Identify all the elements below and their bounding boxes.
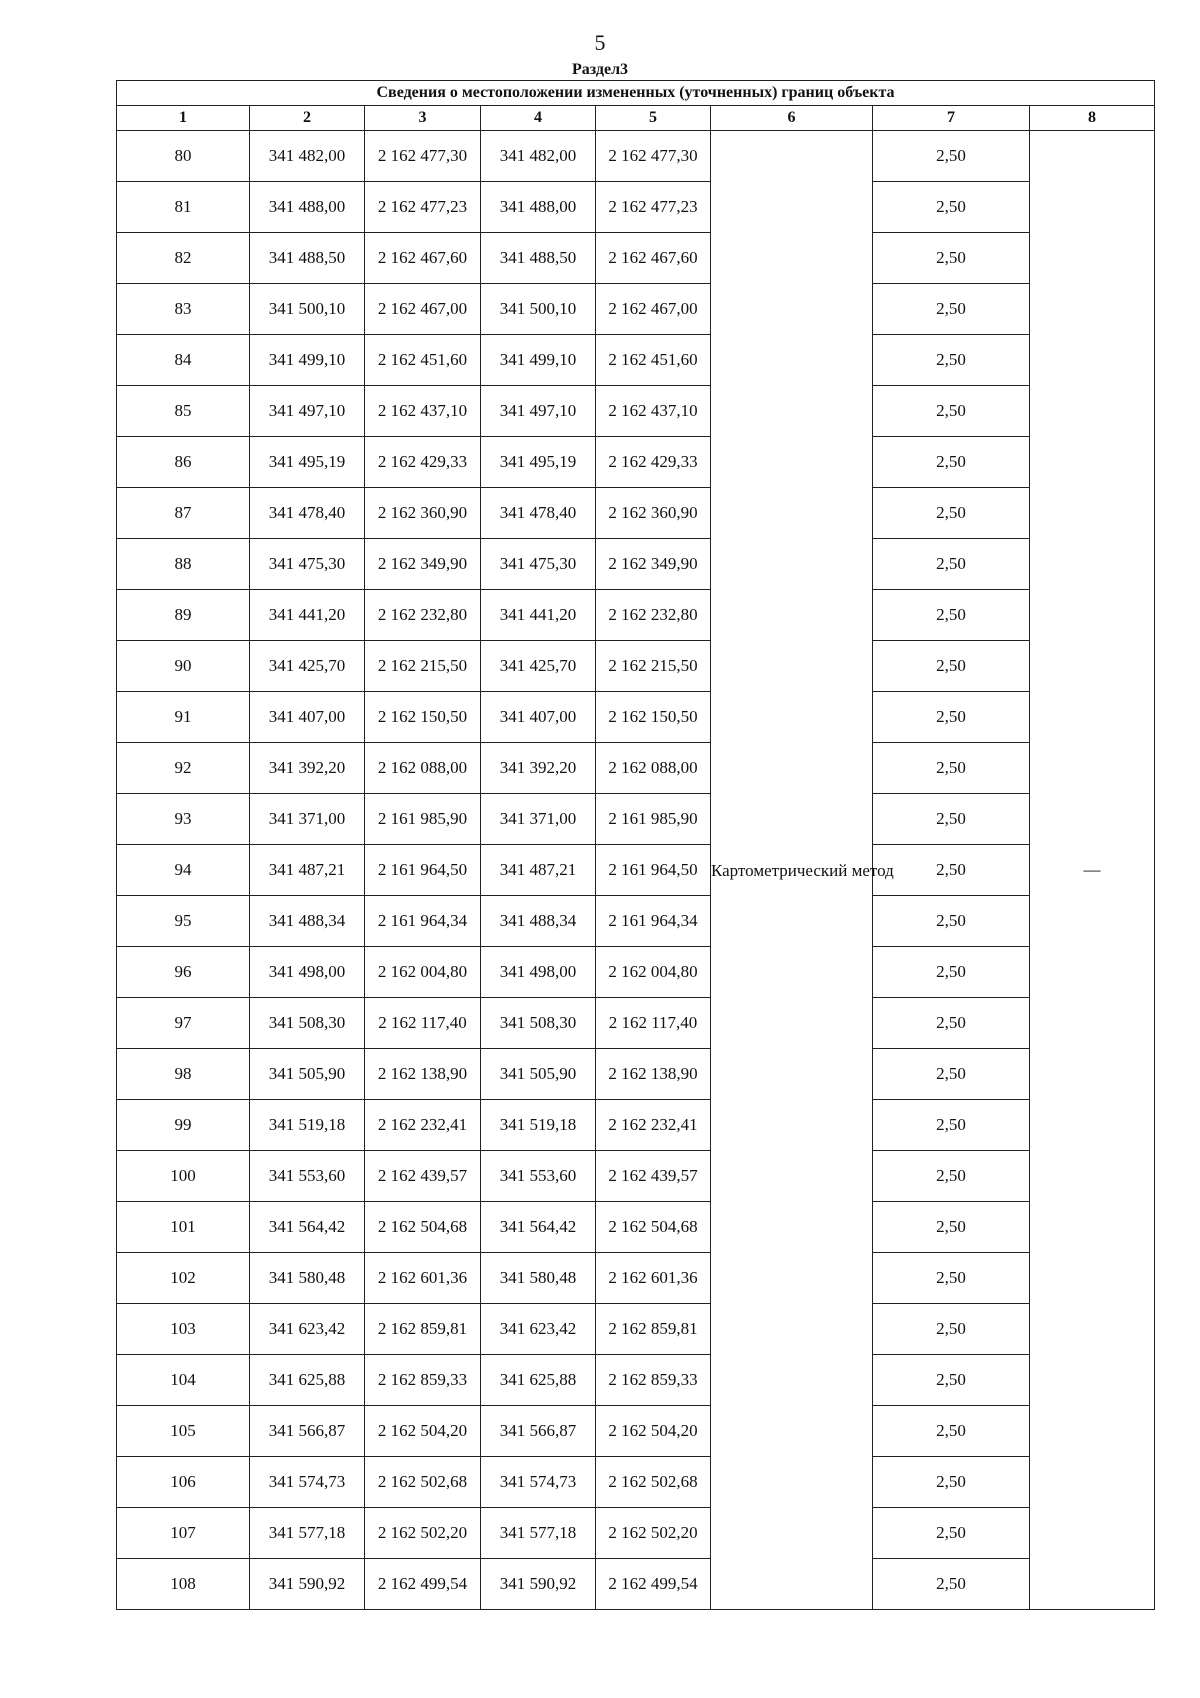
point-number-cell: 83 bbox=[117, 284, 250, 335]
accuracy-cell: 2,50 bbox=[873, 386, 1030, 437]
y-existing-cell: 2 162 859,33 bbox=[365, 1355, 481, 1406]
point-number-cell: 87 bbox=[117, 488, 250, 539]
x-existing-cell: 341 590,92 bbox=[250, 1559, 365, 1610]
x-existing-cell: 341 623,42 bbox=[250, 1304, 365, 1355]
table-row bbox=[117, 1355, 1155, 1406]
y-new-cell: 2 162 601,36 bbox=[596, 1253, 711, 1304]
column-number: 7 bbox=[873, 106, 1030, 131]
accuracy-cell: 2,50 bbox=[873, 641, 1030, 692]
y-existing-cell: 2 162 232,80 bbox=[365, 590, 481, 641]
y-existing-cell: 2 162 439,57 bbox=[365, 1151, 481, 1202]
x-new-cell: 341 425,70 bbox=[481, 641, 596, 692]
boundary-coordinates-table bbox=[116, 80, 1155, 1610]
accuracy-cell: 2,50 bbox=[873, 1559, 1030, 1610]
x-new-cell: 341 566,87 bbox=[481, 1406, 596, 1457]
y-existing-cell: 2 162 467,60 bbox=[365, 233, 481, 284]
accuracy-cell: 2,50 bbox=[873, 845, 1030, 896]
column-number: 2 bbox=[250, 106, 365, 131]
table-row bbox=[117, 437, 1155, 488]
y-existing-cell: 2 162 477,23 bbox=[365, 182, 481, 233]
x-new-cell: 341 497,10 bbox=[481, 386, 596, 437]
note-cell: — bbox=[1030, 131, 1155, 1610]
y-new-cell: 2 161 964,50 bbox=[596, 845, 711, 896]
y-existing-cell: 2 162 504,68 bbox=[365, 1202, 481, 1253]
y-existing-cell: 2 161 964,34 bbox=[365, 896, 481, 947]
table-row bbox=[117, 1100, 1155, 1151]
y-existing-cell: 2 162 499,54 bbox=[365, 1559, 481, 1610]
y-new-cell: 2 162 477,30 bbox=[596, 131, 711, 182]
x-new-cell: 341 482,00 bbox=[481, 131, 596, 182]
x-new-cell: 341 500,10 bbox=[481, 284, 596, 335]
table-row bbox=[117, 182, 1155, 233]
point-number-cell: 99 bbox=[117, 1100, 250, 1151]
accuracy-cell: 2,50 bbox=[873, 692, 1030, 743]
point-number-cell: 80 bbox=[117, 131, 250, 182]
x-new-cell: 341 577,18 bbox=[481, 1508, 596, 1559]
x-existing-cell: 341 475,30 bbox=[250, 539, 365, 590]
x-new-cell: 341 487,21 bbox=[481, 845, 596, 896]
point-number-cell: 89 bbox=[117, 590, 250, 641]
y-existing-cell: 2 162 360,90 bbox=[365, 488, 481, 539]
x-new-cell: 341 574,73 bbox=[481, 1457, 596, 1508]
table-row bbox=[117, 131, 1155, 182]
x-existing-cell: 341 519,18 bbox=[250, 1100, 365, 1151]
point-number-cell: 106 bbox=[117, 1457, 250, 1508]
point-number-cell: 95 bbox=[117, 896, 250, 947]
x-existing-cell: 341 564,42 bbox=[250, 1202, 365, 1253]
accuracy-cell: 2,50 bbox=[873, 1406, 1030, 1457]
x-new-cell: 341 564,42 bbox=[481, 1202, 596, 1253]
x-existing-cell: 341 580,48 bbox=[250, 1253, 365, 1304]
y-existing-cell: 2 162 004,80 bbox=[365, 947, 481, 998]
column-number-row bbox=[117, 106, 1155, 131]
x-new-cell: 341 407,00 bbox=[481, 692, 596, 743]
x-new-cell: 341 590,92 bbox=[481, 1559, 596, 1610]
point-number-cell: 101 bbox=[117, 1202, 250, 1253]
y-existing-cell: 2 162 349,90 bbox=[365, 539, 481, 590]
accuracy-cell: 2,50 bbox=[873, 1100, 1030, 1151]
accuracy-cell: 2,50 bbox=[873, 233, 1030, 284]
x-new-cell: 341 625,88 bbox=[481, 1355, 596, 1406]
accuracy-cell: 2,50 bbox=[873, 437, 1030, 488]
x-existing-cell: 341 488,34 bbox=[250, 896, 365, 947]
y-existing-cell: 2 162 601,36 bbox=[365, 1253, 481, 1304]
point-number-cell: 105 bbox=[117, 1406, 250, 1457]
point-number-cell: 97 bbox=[117, 998, 250, 1049]
y-existing-cell: 2 162 502,68 bbox=[365, 1457, 481, 1508]
y-existing-cell: 2 162 437,10 bbox=[365, 386, 481, 437]
x-existing-cell: 341 505,90 bbox=[250, 1049, 365, 1100]
table-row bbox=[117, 539, 1155, 590]
y-new-cell: 2 162 859,33 bbox=[596, 1355, 711, 1406]
x-new-cell: 341 499,10 bbox=[481, 335, 596, 386]
x-new-cell: 341 498,00 bbox=[481, 947, 596, 998]
x-existing-cell: 341 553,60 bbox=[250, 1151, 365, 1202]
method-cell: Картометрический метод bbox=[711, 131, 873, 1610]
y-new-cell: 2 162 429,33 bbox=[596, 437, 711, 488]
table-row bbox=[117, 233, 1155, 284]
point-number-cell: 104 bbox=[117, 1355, 250, 1406]
table-row bbox=[117, 1151, 1155, 1202]
table-row bbox=[117, 1202, 1155, 1253]
y-new-cell: 2 162 349,90 bbox=[596, 539, 711, 590]
y-new-cell: 2 162 360,90 bbox=[596, 488, 711, 539]
accuracy-cell: 2,50 bbox=[873, 998, 1030, 1049]
accuracy-cell: 2,50 bbox=[873, 1202, 1030, 1253]
x-existing-cell: 341 392,20 bbox=[250, 743, 365, 794]
table-row bbox=[117, 1457, 1155, 1508]
table-row bbox=[117, 1049, 1155, 1100]
table-row bbox=[117, 335, 1155, 386]
table-row bbox=[117, 998, 1155, 1049]
x-existing-cell: 341 478,40 bbox=[250, 488, 365, 539]
point-number-cell: 90 bbox=[117, 641, 250, 692]
point-number-cell: 96 bbox=[117, 947, 250, 998]
y-existing-cell: 2 162 150,50 bbox=[365, 692, 481, 743]
point-number-cell: 100 bbox=[117, 1151, 250, 1202]
section-title: Раздел3 bbox=[571, 61, 629, 78]
y-new-cell: 2 162 088,00 bbox=[596, 743, 711, 794]
table-row bbox=[117, 590, 1155, 641]
x-existing-cell: 341 371,00 bbox=[250, 794, 365, 845]
x-existing-cell: 341 487,21 bbox=[250, 845, 365, 896]
x-new-cell: 341 488,50 bbox=[481, 233, 596, 284]
accuracy-cell: 2,50 bbox=[873, 794, 1030, 845]
accuracy-cell: 2,50 bbox=[873, 131, 1030, 182]
x-new-cell: 341 519,18 bbox=[481, 1100, 596, 1151]
x-new-cell: 341 371,00 bbox=[481, 794, 596, 845]
x-existing-cell: 341 488,50 bbox=[250, 233, 365, 284]
y-new-cell: 2 162 215,50 bbox=[596, 641, 711, 692]
table-row bbox=[117, 896, 1155, 947]
accuracy-cell: 2,50 bbox=[873, 284, 1030, 335]
y-new-cell: 2 162 502,20 bbox=[596, 1508, 711, 1559]
x-new-cell: 341 508,30 bbox=[481, 998, 596, 1049]
point-number-cell: 93 bbox=[117, 794, 250, 845]
y-existing-cell: 2 162 451,60 bbox=[365, 335, 481, 386]
point-number-cell: 91 bbox=[117, 692, 250, 743]
point-number-cell: 86 bbox=[117, 437, 250, 488]
table-row bbox=[117, 284, 1155, 335]
y-existing-cell: 2 161 985,90 bbox=[365, 794, 481, 845]
x-existing-cell: 341 566,87 bbox=[250, 1406, 365, 1457]
y-new-cell: 2 162 502,68 bbox=[596, 1457, 711, 1508]
table-row bbox=[117, 794, 1155, 845]
x-new-cell: 341 392,20 bbox=[481, 743, 596, 794]
table-row bbox=[117, 641, 1155, 692]
y-existing-cell: 2 162 502,20 bbox=[365, 1508, 481, 1559]
column-number: 1 bbox=[117, 106, 250, 131]
y-new-cell: 2 161 985,90 bbox=[596, 794, 711, 845]
x-existing-cell: 341 441,20 bbox=[250, 590, 365, 641]
y-existing-cell: 2 162 215,50 bbox=[365, 641, 481, 692]
x-existing-cell: 341 488,00 bbox=[250, 182, 365, 233]
table-row bbox=[117, 488, 1155, 539]
x-new-cell: 341 488,00 bbox=[481, 182, 596, 233]
table-row bbox=[117, 1406, 1155, 1457]
accuracy-cell: 2,50 bbox=[873, 896, 1030, 947]
x-new-cell: 341 495,19 bbox=[481, 437, 596, 488]
x-new-cell: 341 505,90 bbox=[481, 1049, 596, 1100]
x-new-cell: 341 478,40 bbox=[481, 488, 596, 539]
accuracy-cell: 2,50 bbox=[873, 590, 1030, 641]
table-row bbox=[117, 947, 1155, 998]
y-new-cell: 2 162 504,68 bbox=[596, 1202, 711, 1253]
accuracy-cell: 2,50 bbox=[873, 1304, 1030, 1355]
x-new-cell: 341 623,42 bbox=[481, 1304, 596, 1355]
point-number-cell: 107 bbox=[117, 1508, 250, 1559]
point-number-cell: 88 bbox=[117, 539, 250, 590]
y-new-cell: 2 162 138,90 bbox=[596, 1049, 711, 1100]
point-number-cell: 103 bbox=[117, 1304, 250, 1355]
y-existing-cell: 2 162 088,00 bbox=[365, 743, 481, 794]
table-row bbox=[117, 1253, 1155, 1304]
y-new-cell: 2 162 437,10 bbox=[596, 386, 711, 437]
x-existing-cell: 341 499,10 bbox=[250, 335, 365, 386]
table-row bbox=[117, 1508, 1155, 1559]
point-number-cell: 92 bbox=[117, 743, 250, 794]
point-number-cell: 84 bbox=[117, 335, 250, 386]
y-existing-cell: 2 162 504,20 bbox=[365, 1406, 481, 1457]
y-new-cell: 2 162 504,20 bbox=[596, 1406, 711, 1457]
y-new-cell: 2 162 004,80 bbox=[596, 947, 711, 998]
accuracy-cell: 2,50 bbox=[873, 488, 1030, 539]
accuracy-cell: 2,50 bbox=[873, 539, 1030, 590]
y-new-cell: 2 162 477,23 bbox=[596, 182, 711, 233]
y-existing-cell: 2 162 467,00 bbox=[365, 284, 481, 335]
y-existing-cell: 2 162 429,33 bbox=[365, 437, 481, 488]
x-new-cell: 341 441,20 bbox=[481, 590, 596, 641]
table-body bbox=[117, 131, 1155, 1610]
y-new-cell: 2 162 150,50 bbox=[596, 692, 711, 743]
x-existing-cell: 341 482,00 bbox=[250, 131, 365, 182]
accuracy-cell: 2,50 bbox=[873, 1253, 1030, 1304]
y-new-cell: 2 162 232,41 bbox=[596, 1100, 711, 1151]
y-new-cell: 2 162 232,80 bbox=[596, 590, 711, 641]
y-existing-cell: 2 162 138,90 bbox=[365, 1049, 481, 1100]
y-existing-cell: 2 162 477,30 bbox=[365, 131, 481, 182]
y-existing-cell: 2 162 859,81 bbox=[365, 1304, 481, 1355]
table-row bbox=[117, 692, 1155, 743]
y-new-cell: 2 162 499,54 bbox=[596, 1559, 711, 1610]
point-number-cell: 94 bbox=[117, 845, 250, 896]
table-caption: Сведения о местоположении измененных (уточненных) границ объекта bbox=[117, 81, 1155, 106]
point-number-cell: 81 bbox=[117, 182, 250, 233]
accuracy-cell: 2,50 bbox=[873, 947, 1030, 998]
x-new-cell: 341 488,34 bbox=[481, 896, 596, 947]
column-number: 3 bbox=[365, 106, 481, 131]
y-new-cell: 2 162 451,60 bbox=[596, 335, 711, 386]
x-existing-cell: 341 498,00 bbox=[250, 947, 365, 998]
y-existing-cell: 2 161 964,50 bbox=[365, 845, 481, 896]
x-existing-cell: 341 407,00 bbox=[250, 692, 365, 743]
x-existing-cell: 341 508,30 bbox=[250, 998, 365, 1049]
accuracy-cell: 2,50 bbox=[873, 1355, 1030, 1406]
column-number: 5 bbox=[596, 106, 711, 131]
y-new-cell: 2 161 964,34 bbox=[596, 896, 711, 947]
table-row bbox=[117, 386, 1155, 437]
x-existing-cell: 341 425,70 bbox=[250, 641, 365, 692]
accuracy-cell: 2,50 bbox=[873, 1151, 1030, 1202]
column-number: 4 bbox=[481, 106, 596, 131]
y-new-cell: 2 162 467,00 bbox=[596, 284, 711, 335]
y-new-cell: 2 162 859,81 bbox=[596, 1304, 711, 1355]
table-row bbox=[117, 743, 1155, 794]
accuracy-cell: 2,50 bbox=[873, 1508, 1030, 1559]
y-new-cell: 2 162 467,60 bbox=[596, 233, 711, 284]
x-existing-cell: 341 574,73 bbox=[250, 1457, 365, 1508]
x-new-cell: 341 580,48 bbox=[481, 1253, 596, 1304]
point-number-cell: 82 bbox=[117, 233, 250, 284]
x-existing-cell: 341 577,18 bbox=[250, 1508, 365, 1559]
accuracy-cell: 2,50 bbox=[873, 1457, 1030, 1508]
accuracy-cell: 2,50 bbox=[873, 1049, 1030, 1100]
y-existing-cell: 2 162 232,41 bbox=[365, 1100, 481, 1151]
accuracy-cell: 2,50 bbox=[873, 182, 1030, 233]
point-number-cell: 102 bbox=[117, 1253, 250, 1304]
point-number-cell: 85 bbox=[117, 386, 250, 437]
column-number: 8 bbox=[1030, 106, 1155, 131]
x-existing-cell: 341 495,19 bbox=[250, 437, 365, 488]
y-new-cell: 2 162 439,57 bbox=[596, 1151, 711, 1202]
x-new-cell: 341 475,30 bbox=[481, 539, 596, 590]
x-existing-cell: 341 497,10 bbox=[250, 386, 365, 437]
accuracy-cell: 2,50 bbox=[873, 743, 1030, 794]
y-existing-cell: 2 162 117,40 bbox=[365, 998, 481, 1049]
y-new-cell: 2 162 117,40 bbox=[596, 998, 711, 1049]
x-existing-cell: 341 625,88 bbox=[250, 1355, 365, 1406]
column-number: 6 bbox=[711, 106, 873, 131]
point-number-cell: 98 bbox=[117, 1049, 250, 1100]
x-existing-cell: 341 500,10 bbox=[250, 284, 365, 335]
table-row bbox=[117, 1559, 1155, 1610]
point-number-cell: 108 bbox=[117, 1559, 250, 1610]
table-row bbox=[117, 1304, 1155, 1355]
accuracy-cell: 2,50 bbox=[873, 335, 1030, 386]
page-number: 5 bbox=[594, 30, 606, 55]
table-row bbox=[117, 845, 1155, 896]
x-new-cell: 341 553,60 bbox=[481, 1151, 596, 1202]
